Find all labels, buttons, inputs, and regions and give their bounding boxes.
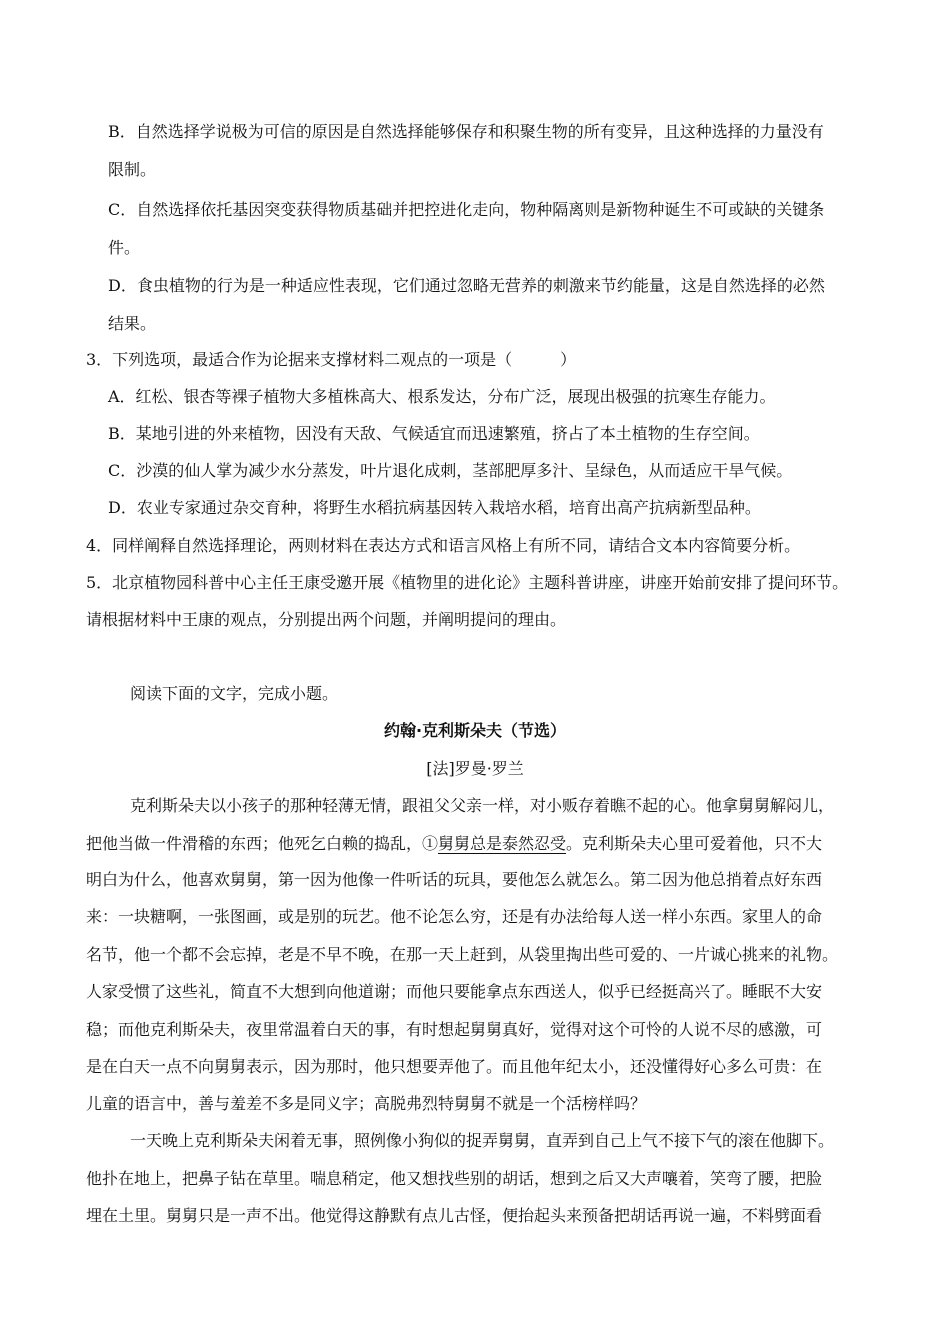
p1-line7: 稳；而他克利斯朵夫，夜里常温着白天的事，有时想起舅舅真好，觉得对这个可怜的人说不尽的感激，可 (86, 1020, 823, 1039)
passage-author: [法]罗曼·罗兰 (426, 759, 524, 778)
q3-stem: 3．下列选项，最适合作为论据来支撑材料二观点的一项是（ ） (86, 350, 577, 369)
p1-line9: 儿童的语言中，善与羞差不多是同义字；高脱弗烈特舅舅不就是一个活榜样吗？ (86, 1094, 647, 1113)
q2-option-b-line2: 限制。 (108, 160, 157, 179)
q2-option-d-line1: D．食虫植物的行为是一种适应性表现，它们通过忽略无营养的刺激来节约能量，这是自然选择的必然 (108, 276, 825, 295)
q2-option-d-line2: 结果。 (108, 314, 157, 333)
p1-line3: 明白为什么，他喜欢舅舅，第一因为他像一件听话的玩具，要他怎么就怎么。第二因为他总捎着点好东西 (86, 870, 823, 889)
underlined-sentence-1: 舅舅总是泰然忍受 (438, 834, 567, 853)
p1-line8: 是在白天一点不向舅舅表示，因为那时，他只想要弄他了。而且他年纪太小，还没懂得好心多么可贵：在 (86, 1057, 823, 1076)
q5-stem-line2: 请根据材料中王康的观点，分别提出两个问题，并阐明提问的理由。 (86, 610, 567, 629)
q3-option-c: C．沙漠的仙人掌为减少水分蒸发，叶片退化成刺，茎部肥厚多汁、呈绿色，从而适应干旱气候。 (108, 461, 793, 480)
q4-stem: 4．同样阐释自然选择理论，两则材料在表达方式和语言风格上有所不同，请结合文本内容简要分析。 (86, 536, 801, 555)
p1-line2 (86, 834, 822, 854)
q2-option-b-line1: B．自然选择学说极为可信的原因是自然选择能够保存和积聚生物的所有变异，且这种选择的力量没有 (108, 122, 824, 141)
q3-option-b: B．某地引进的外来植物，因没有天敌、气候适宜而迅速繁殖，挤占了本土植物的生存空间。 (108, 424, 760, 443)
p1-line6: 人家受惯了这些礼，简直不大想到向他道谢；而他只要能拿点东西送人，似乎已经挺高兴了。睡眠不大安 (86, 982, 823, 1001)
q2-option-c-line1: C．自然选择依托基因突变获得物质基础并把控进化走向，物种隔离则是新物种诞生不可或缺的关键条 (108, 200, 825, 219)
p2-line3: 埋在土里。舅舅只是一声不出。他觉得这静默有点儿古怪，便抬起头来预备把胡话再说一遍，不料劈面看 (86, 1206, 823, 1225)
p1-line5: 名节，他一个都不会忘掉，老是不早不晚，在那一天上赶到，从袋里掏出些可爱的、一片诚心挑来的礼物。 (86, 945, 839, 964)
q5-stem-line1: 5．北京植物园科普中心主任王康受邀开展《植物里的进化论》主题科普讲座，讲座开始前安排了提问环节。 (86, 573, 849, 592)
q3-option-a: A．红松、银杏等裸子植物大多植株高大、根系发达，分布广泛，展现出极强的抗寒生存能力。 (108, 387, 776, 406)
p1-line1: 克利斯朵夫以小孩子的那种轻薄无情，跟祖父父亲一样，对小贩存着瞧不起的心。他拿舅舅解闷儿， (130, 796, 835, 815)
q3-option-d: D．农业专家通过杂交育种，将野生水稻抗病基因转入栽培水稻，培育出高产抗病新型品种。 (108, 498, 761, 517)
q2-option-c-line2: 件。 (108, 238, 141, 257)
p2-line2: 他扑在地上，把鼻子钻在草里。喘息稍定，他又想找些别的胡话，想到之后又大声嚷着，笑弯了腰，把脸 (86, 1169, 823, 1188)
p1-line2-start: 把他当做一件滑稽的东西；他死乞白赖的捣乱，① (86, 834, 439, 853)
p2-line1: 一天晚上克利斯朵夫闲着无事，照例像小狗似的捉弄舅舅，直弄到自己上气不接下气的滚在他脚下。 (130, 1131, 835, 1150)
p1-line4: 来：一块糖啊，一张图画，或是别的玩艺。他不论怎么穷，还是有办法给每人送一样小东西。家里人的命 (86, 907, 823, 926)
p1-line2-end: 。克利斯朵夫心里可爱着他，只不大 (566, 834, 823, 853)
reading-instruction: 阅读下面的文字，完成小题。 (130, 684, 339, 703)
passage-title: 约翰·克利斯朵夫（节选） (383, 721, 567, 740)
